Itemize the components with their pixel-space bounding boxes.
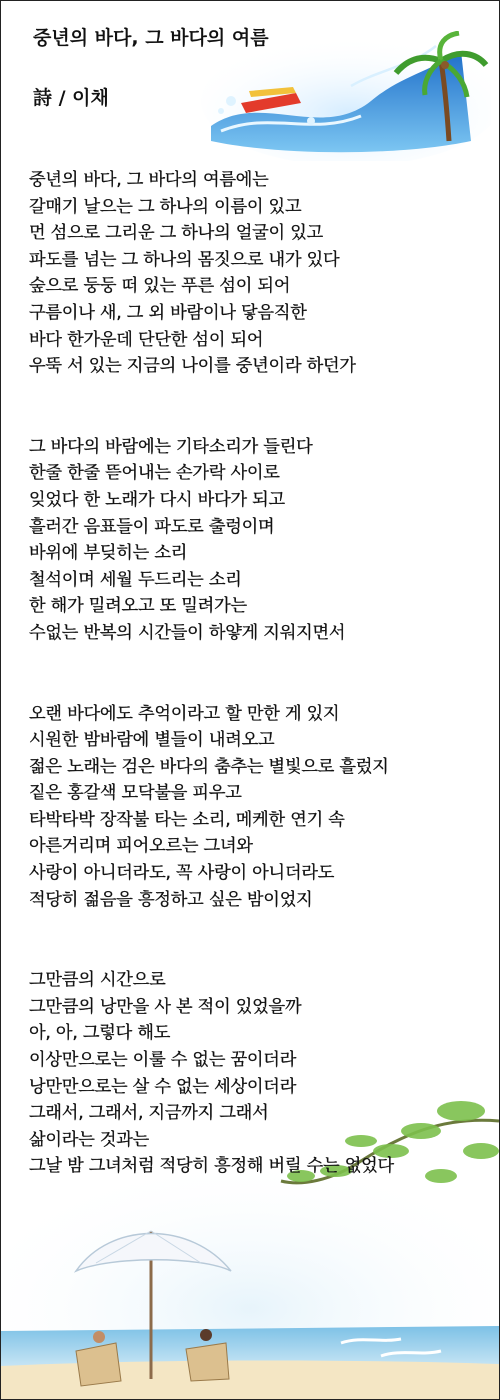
poem-body: [29, 167, 491, 1180]
stanza-2: [29, 434, 491, 647]
poem-line: 낭만만으로는 살 수 없는 세상이더라: [29, 1076, 297, 1097]
poem-line: 이상만으로는 이룰 수 없는 꿈이더라: [29, 1050, 297, 1071]
poem-line: 시원한 밤바람에 별들이 내려오고: [29, 730, 275, 751]
poem-line: 아, 아, 그렇다 해도: [29, 1023, 171, 1044]
poem-byline: 詩 / 이채: [33, 87, 109, 109]
stanza-4: [29, 967, 491, 1180]
poem-line: 그 바다의 바람에는 기타소리가 들린다: [29, 436, 313, 457]
poem-line: 우뚝 서 있는 지금의 나이를 중년이라 하던가: [29, 356, 356, 377]
poem-line: 그만큼의 낭만을 사 본 적이 있었을까: [29, 996, 302, 1017]
poem-line: 바위에 부딪히는 소리: [29, 543, 188, 564]
poem-line: 오랜 바다에도 추억이라고 할 만한 게 있지: [29, 703, 340, 724]
poem-line: 삶이라는 것과는: [29, 1129, 150, 1150]
poem-line: 갈매기 날으는 그 하나의 이름이 있고: [29, 196, 302, 217]
stanza-3: [29, 701, 491, 914]
poem-line: 바다 한가운데 단단한 섬이 되어: [29, 329, 264, 350]
poem-line: 사랑이 아니더라도, 꼭 사랑이 아니더라도: [29, 863, 335, 884]
poem-line: 그래서, 그래서, 지금까지 그래서: [29, 1103, 269, 1124]
poem-line: 젊은 노래는 검은 바다의 춤추는 별빛으로 흘렀지: [29, 756, 389, 777]
poem-line: 숲으로 둥둥 떠 있는 푸른 섬이 되어: [29, 276, 291, 297]
poem-line: 그만큼의 시간으로: [29, 970, 166, 991]
poem-line: 그날 밤 그녀처럼 적당히 흥정해 버릴 수는 없었다: [29, 1156, 394, 1177]
poem-title: 중년의 바다, 그 바다의 여름: [33, 27, 269, 49]
poem-line: 파도를 넘는 그 하나의 몸짓으로 내가 있다: [29, 249, 340, 270]
poem-line: 잊었다 한 노래가 다시 바다가 되고: [29, 489, 285, 510]
poem-line: 적당히 젊음을 흥정하고 싶은 밤이었지: [29, 889, 313, 910]
poem-line: 수없는 반복의 시간들이 하얗게 지워지면서: [29, 622, 346, 643]
poem-line: 아른거리며 피어오르는 그녀와: [29, 836, 253, 857]
poem-line: 먼 섬으로 그리운 그 하나의 얼굴이 있고: [29, 223, 324, 244]
poem-line: 타박타박 장작불 타는 소리, 메케한 연기 속: [29, 809, 345, 830]
poem-line: 한 해가 밀려오고 또 밀려가는: [29, 596, 247, 617]
stanza-1: [29, 167, 491, 380]
wave-illustration: [201, 31, 491, 161]
poem-line: 흘러간 음표들이 파도로 출렁이며: [29, 516, 275, 537]
poem-line: 철석이며 세월 두드리는 소리: [29, 569, 242, 590]
poem-line: 한줄 한줄 뜯어내는 손가락 사이로: [29, 463, 280, 484]
poem-line: 중년의 바다, 그 바다의 여름에는: [29, 170, 269, 190]
poem-line: 구름이나 새, 그 외 바람이나 닿음직한: [29, 302, 307, 323]
poem-line: 짙은 홍갈색 모닥불을 피우고: [29, 783, 242, 804]
